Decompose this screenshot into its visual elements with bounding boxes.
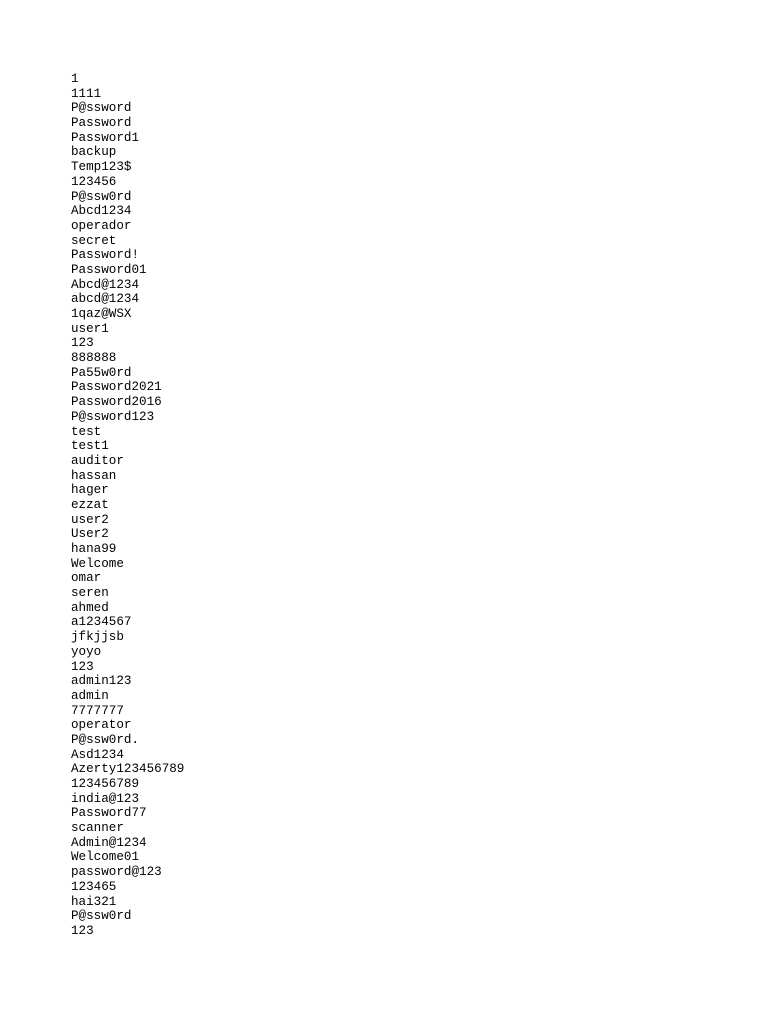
text-line: india@123 — [71, 791, 140, 806]
text-line: Asd1234 — [71, 747, 124, 762]
text-line: admin — [71, 688, 109, 703]
text-line: jfkjjsb — [71, 630, 124, 645]
text-line: Password2021 — [71, 380, 162, 395]
text-line: Admin@1234 — [71, 835, 147, 850]
text-line: seren — [71, 586, 109, 601]
text-line: P@ssword — [71, 101, 132, 116]
text-line: auditor — [71, 453, 124, 468]
text-line: 1 — [71, 72, 79, 86]
text-line: Password01 — [71, 262, 147, 277]
text-line: User2 — [71, 527, 109, 542]
text-line: ahmed — [71, 600, 109, 615]
text-line: test — [71, 424, 102, 439]
text-line: secret — [71, 233, 117, 248]
text-line: P@ssw0rd — [71, 909, 132, 924]
text-document — [71, 72, 184, 939]
text-line: Password2016 — [71, 395, 162, 410]
text-line: P@ssw0rd. — [71, 732, 140, 747]
text-line: scanner — [71, 821, 124, 836]
text-line: Abcd@1234 — [71, 277, 140, 292]
text-line: hana99 — [71, 542, 117, 556]
text-line: Password77 — [71, 806, 147, 821]
text-line: yoyo — [71, 644, 102, 659]
text-line: hassan — [71, 468, 117, 483]
text-line: password@123 — [71, 865, 162, 880]
text-line: admin123 — [71, 674, 132, 689]
text-line: test1 — [71, 439, 109, 454]
text-line: Abcd1234 — [71, 204, 132, 219]
text-line: abcd@1234 — [71, 292, 140, 307]
text-line: Pa55w0rd — [71, 365, 132, 380]
text-line: 1111 — [71, 86, 102, 101]
text-line: 123 — [71, 659, 94, 674]
text-line: omar — [71, 571, 102, 586]
text-line: 888888 — [71, 351, 117, 366]
text-line: 123465 — [71, 879, 117, 894]
text-line: Azerty123456789 — [71, 762, 185, 777]
text-line: backup — [71, 145, 117, 160]
text-line: hager — [71, 483, 109, 498]
text-line: 1qaz@WSX — [71, 307, 132, 321]
text-line: 7777777 — [71, 703, 124, 718]
text-line: Temp123$ — [71, 160, 132, 175]
text-line: 123456 — [71, 174, 117, 189]
text-line: operador — [71, 218, 132, 233]
text-line: Welcome — [71, 556, 124, 571]
text-line: operator — [71, 718, 132, 733]
text-line: P@ssw0rd — [71, 189, 132, 204]
text-line: a1234567 — [71, 615, 132, 630]
text-line: 123 — [71, 336, 94, 351]
text-line: user1 — [71, 321, 109, 336]
text-line: user2 — [71, 512, 109, 527]
text-line: 123 — [71, 923, 94, 938]
text-line: ezzat — [71, 497, 109, 512]
text-line: Password! — [71, 248, 140, 263]
text-line: P@ssword123 — [71, 409, 155, 424]
text-line: hai321 — [71, 894, 117, 909]
text-line: Welcome01 — [71, 850, 140, 865]
text-line: Password — [71, 116, 132, 131]
text-line: 123456789 — [71, 777, 140, 791]
text-line: Password1 — [71, 130, 140, 145]
